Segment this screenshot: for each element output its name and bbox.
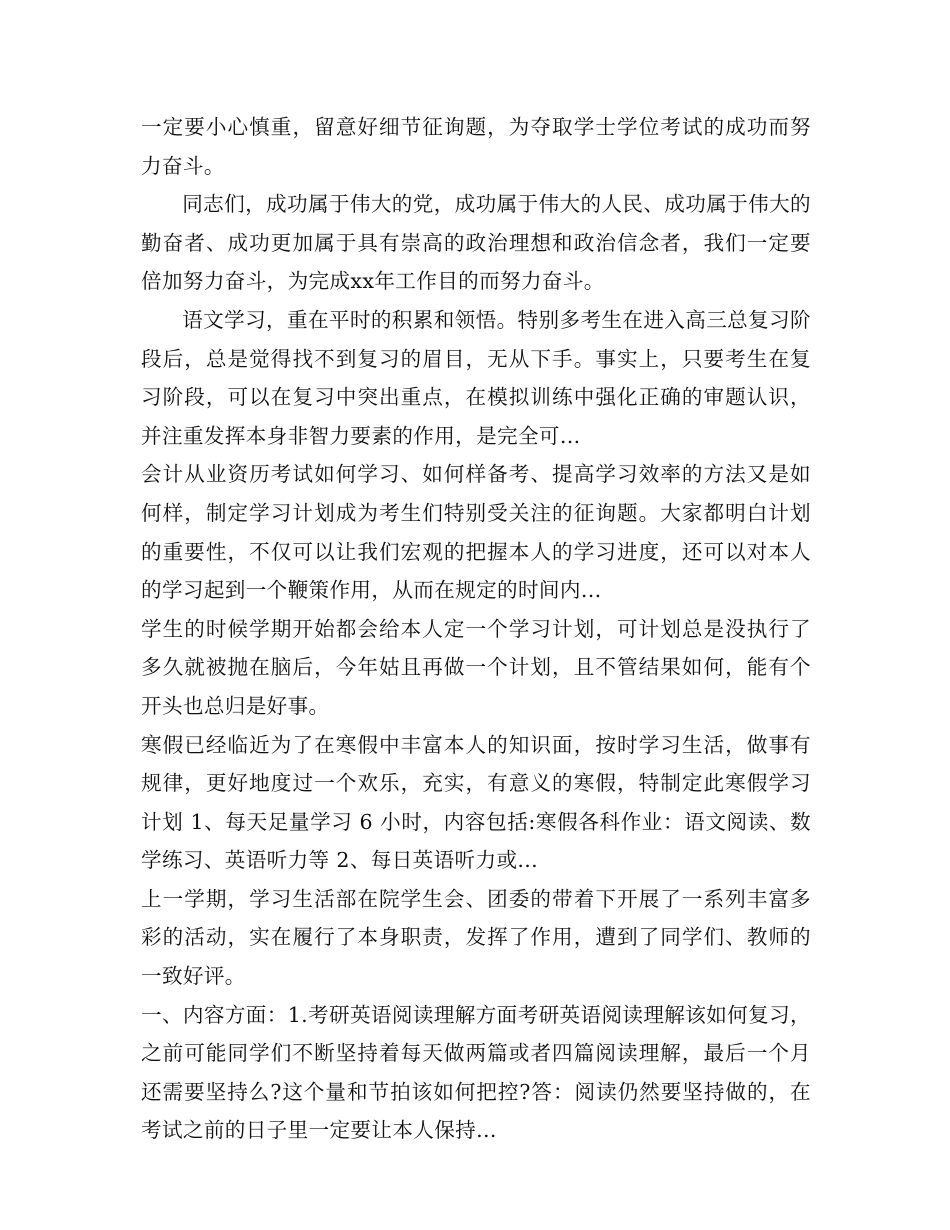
paragraph-2: 同志们，成功属于伟大的党，成功属于伟大的人民、成功属于伟大的勤奋者、成功更加属于具有崇高的政治理想和政治信念者，我们一定要倍加努力奋斗，为完成xx年工作目的而努力奋斗。 xyxy=(141,192,811,294)
document-body xyxy=(141,108,811,1150)
paragraph-3: 语文学习，重在平时的积累和领悟。特别多考生在进入高三总复习阶段后，总是觉得找不到复习的眉目，无从下手。事实上，只要考生在复习阶段，可以在复习中突出重点，在模拟训练中强化正确的审题认识，并注重发挥本身非智力要素的作用，是完全可... xyxy=(141,307,811,448)
paragraph-7: 上一学期，学习生活部在院学生会、团委的带着下开展了一系列丰富多彩的活动，实在履行了本身职责，发挥了作用，遭到了同学们、教师的一致好评。 xyxy=(141,886,811,989)
paragraph-6: 寒假已经临近为了在寒假中丰富本人的知识面，按时学习生活，做事有规律，更好地度过一个欢乐，充实，有意义的寒假，特制定此寒假学习计划 1、每天足量学习 6 小时，内容包括:寒假各科作业：语文阅读、数学练习、英语听力等 2、每日英语听力或... xyxy=(141,732,811,873)
paragraph-8: 一、内容方面：1.考研英语阅读理解方面考研英语阅读理解该如何复习，之前可能同学们不断坚持着每天做两篇或者四篇阅读理解，最后一个月还需要坚持么?这个量和节拍该如何把控?答：阅读仍然要坚持做的，在考试之前的日子里一定要让本人保持... xyxy=(141,1002,811,1143)
paragraph-5: 学生的时候学期开始都会给本人定一个学习计划，可计划总是没执行了多久就被抛在脑后，今年姑且再做一个计划，且不管结果如何，能有个开头也总归是好事。 xyxy=(141,616,811,718)
paragraph-1: 一定要小心慎重，留意好细节征询题，为夺取学士学位考试的成功而努力奋斗。 xyxy=(141,115,811,178)
paragraph-4: 会计从业资历考试如何学习、如何样备考、提高学习效率的方法又是如何样，制定学习计划成为考生们特别受关注的征询题。大家都明白计划的重要性，不仅可以让我们宏观的把握本人的学习进度，还可以对本人的学习起到一个鞭策作用，从而在规定的时间内... xyxy=(141,462,811,603)
